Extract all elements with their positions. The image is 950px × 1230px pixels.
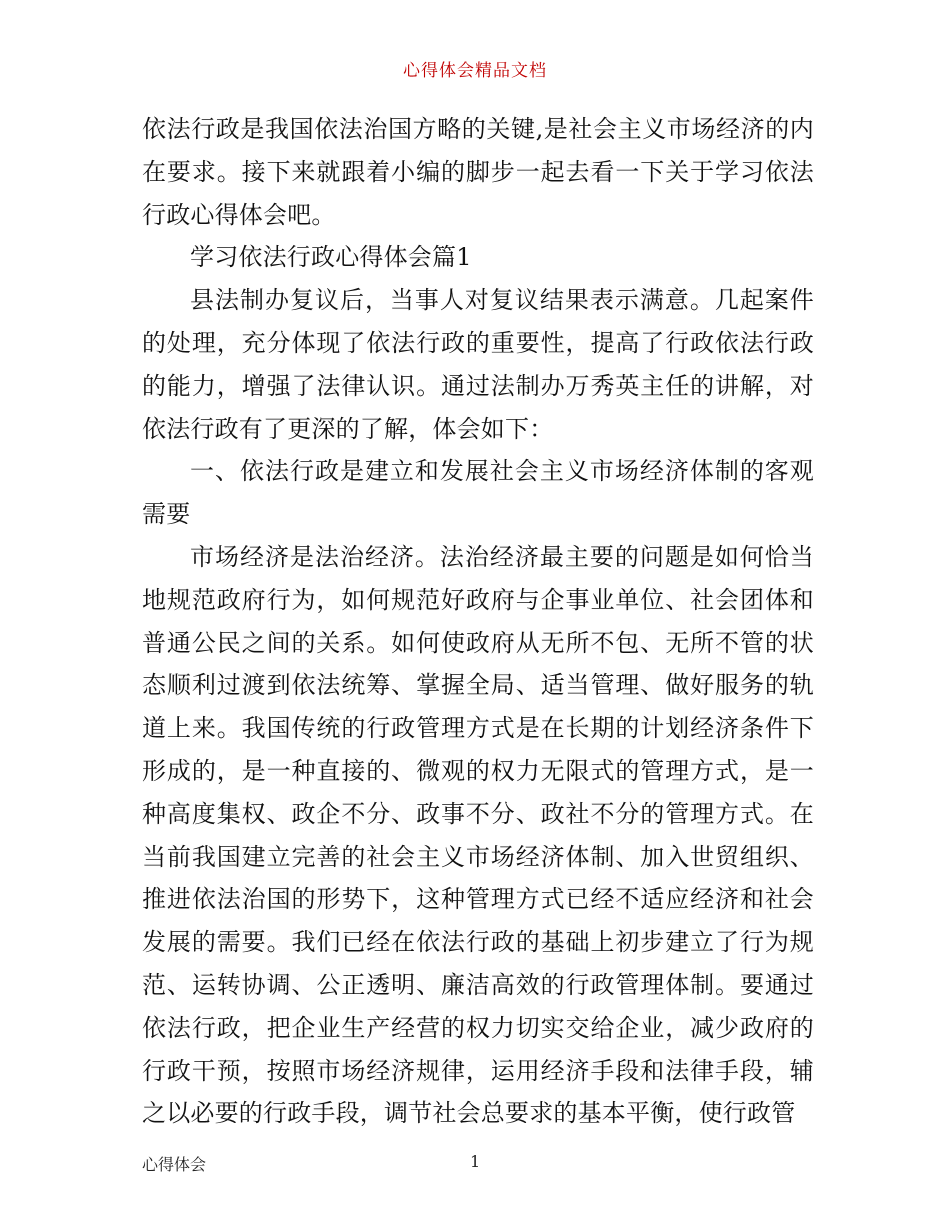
page-header-title: 心得体会精品文档 [403,61,547,81]
footer-label: 心得体会 [142,1155,207,1174]
paragraph-intro: 依法行政是我国依法治国方略的关键,是社会主义市场经济的内在要求。接下来就跟着小编的脚步一起去看一下关于学习依法行政心得体会吧。 [142,115,814,229]
paragraph-body: 市场经济是法治经济。法治经济最主要的问题是如何恰当地规范政府行为，如何规范好政府与企事业单位、社会团体和普通公民之间的关系。如何使政府从无所不包、无所不管的状态顺利过渡到依法统筹、掌握全局、适当管理、做好服务的轨道上来。我国传统的行政管理方式是在长期的计划经济条件下形成的，是一种直接的、微观的权力无限式的管理方式，是一种高度集权、政企不分、政事不分、政社不分的管理方式。在当前我国建立完善的社会主义市场经济体制、加入世贸组织、推进依法治国的形势下，这种管理方式已经不适应经济和社会发展的需要。我们已经在依法行政的基础上初步建立了行为规范、运转协调、公正透明、廉洁高效的行政管理体制。要通过依法行政，把企业生产经营的权力切实交给企业，减少政府的行政干预，按照市场经济规律，运用经济手段和法律手段，辅之以必要的行政手段，调节社会总要求的基本平衡，使行政管 [142,542,814,1128]
subsection-heading: 一、依法行政是建立和发展社会主义市场经济体制的客观需要 [142,457,814,529]
section-heading: 学习依法行政心得体会篇1 [190,243,472,272]
page-number: 1 [470,1152,481,1171]
document-body [142,108,814,1135]
paragraph-body: 县法制办复议后，当事人对复议结果表示满意。几起案件的处理，充分体现了依法行政的重要性，提高了行政依法行政的能力，增强了法律认识。通过法制办万秀英主任的讲解，对依法行政有了更深的了解，体会如下： [142,286,814,443]
